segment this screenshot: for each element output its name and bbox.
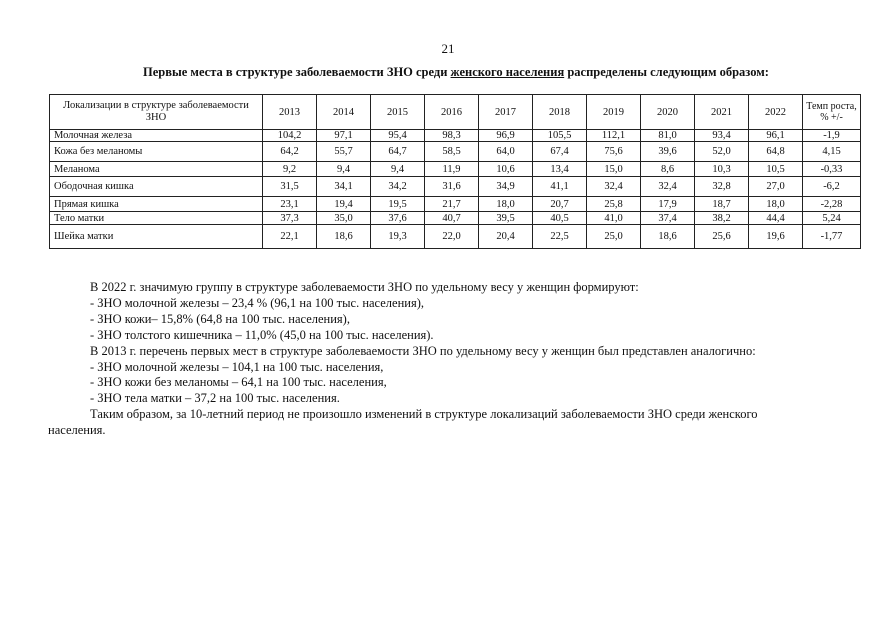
- cell-value: 34,1: [317, 177, 371, 197]
- list-item: - ЗНО толстого кишечника – 11,0% (45,0 на 100 тыс. населения).: [90, 327, 434, 342]
- cell-value: 32,8: [695, 177, 749, 197]
- cell-value: 18,6: [317, 225, 371, 249]
- cell-value: 34,2: [371, 177, 425, 197]
- header-year: 2016: [425, 95, 479, 130]
- header-growth-rate: Темп роста, % +/-: [803, 95, 861, 130]
- cell-value: 19,5: [371, 197, 425, 212]
- cell-value: 20,4: [479, 225, 533, 249]
- cell-value: 18,0: [479, 197, 533, 212]
- body-text: [48, 280, 861, 439]
- cell-rate: -6,2: [803, 177, 861, 197]
- table-row: [50, 197, 861, 212]
- row-name: Прямая кишка: [50, 197, 263, 212]
- cell-rate: 5,24: [803, 212, 861, 225]
- cell-value: 17,9: [641, 197, 695, 212]
- header-year: 2019: [587, 95, 641, 130]
- section-heading: [0, 65, 896, 80]
- cell-value: 32,4: [587, 177, 641, 197]
- cell-value: 19,4: [317, 197, 371, 212]
- heading-text-end: распределены следующим образом:: [564, 65, 769, 79]
- cell-value: 95,4: [371, 130, 425, 142]
- cell-rate: -0,33: [803, 162, 861, 177]
- cell-value: 64,8: [749, 142, 803, 162]
- cell-value: 23,1: [263, 197, 317, 212]
- header-year: 2018: [533, 95, 587, 130]
- cell-value: 44,4: [749, 212, 803, 225]
- cell-rate: 4,15: [803, 142, 861, 162]
- list-item: - ЗНО молочной железы – 23,4 % (96,1 на 100 тыс. населения),: [90, 295, 425, 310]
- cell-value: 27,0: [749, 177, 803, 197]
- cell-value: 97,1: [317, 130, 371, 142]
- cell-value: 18,7: [695, 197, 749, 212]
- cell-value: 31,6: [425, 177, 479, 197]
- cell-value: 41,0: [587, 212, 641, 225]
- cell-value: 15,0: [587, 162, 641, 177]
- cell-value: 81,0: [641, 130, 695, 142]
- row-name: Тело матки: [50, 212, 263, 225]
- cell-value: 96,9: [479, 130, 533, 142]
- list-item: - ЗНО молочной железы – 104,1 на 100 тыс. населения,: [90, 359, 384, 374]
- cell-value: 39,5: [479, 212, 533, 225]
- row-name: Молочная железа: [50, 130, 263, 142]
- cell-value: 105,5: [533, 130, 587, 142]
- cell-value: 64,2: [263, 142, 317, 162]
- paragraph-line: В 2022 г. значимую группу в структуре заболеваемости ЗНО по удельному весу у женщин формируют:: [90, 280, 639, 294]
- cell-value: 31,5: [263, 177, 317, 197]
- table-row: [50, 162, 861, 177]
- header-year: 2013: [263, 95, 317, 130]
- cell-value: 96,1: [749, 130, 803, 142]
- row-name: Кожа без меланомы: [50, 142, 263, 162]
- cell-value: 10,6: [479, 162, 533, 177]
- cell-value: 22,0: [425, 225, 479, 249]
- cell-value: 40,5: [533, 212, 587, 225]
- table-row: [50, 130, 861, 142]
- cell-value: 21,7: [425, 197, 479, 212]
- cell-value: 112,1: [587, 130, 641, 142]
- cell-rate: -2,28: [803, 197, 861, 212]
- cell-value: 58,5: [425, 142, 479, 162]
- incidence-table: [49, 94, 861, 249]
- table-row: [50, 212, 861, 225]
- cell-value: 34,9: [479, 177, 533, 197]
- cell-value: 9,2: [263, 162, 317, 177]
- cell-rate: -1,77: [803, 225, 861, 249]
- cell-value: 64,7: [371, 142, 425, 162]
- cell-value: 20,7: [533, 197, 587, 212]
- cell-value: 40,7: [425, 212, 479, 225]
- cell-value: 64,0: [479, 142, 533, 162]
- cell-value: 19,3: [371, 225, 425, 249]
- list-item: - ЗНО тела матки – 37,2 на 100 тыс. населения.: [90, 391, 340, 406]
- header-year: 2017: [479, 95, 533, 130]
- cell-rate: -1,9: [803, 130, 861, 142]
- cell-value: 22,5: [533, 225, 587, 249]
- row-name: Шейка матки: [50, 225, 263, 249]
- table-header-row: [50, 95, 861, 130]
- cell-value: 22,1: [263, 225, 317, 249]
- cell-value: 10,5: [749, 162, 803, 177]
- cell-value: 35,0: [317, 212, 371, 225]
- cell-value: 93,4: [695, 130, 749, 142]
- cell-value: 38,2: [695, 212, 749, 225]
- cell-value: 75,6: [587, 142, 641, 162]
- header-year: 2014: [317, 95, 371, 130]
- cell-value: 55,7: [317, 142, 371, 162]
- cell-value: 39,6: [641, 142, 695, 162]
- cell-value: 11,9: [425, 162, 479, 177]
- header-year: 2021: [695, 95, 749, 130]
- header-year: 2020: [641, 95, 695, 130]
- list-item: - ЗНО кожи– 15,8% (64,8 на 100 тыс. населения),: [90, 311, 350, 326]
- cell-value: 37,4: [641, 212, 695, 225]
- row-name: Ободочная кишка: [50, 177, 263, 197]
- cell-value: 37,3: [263, 212, 317, 225]
- table-row: [50, 177, 861, 197]
- cell-value: 25,6: [695, 225, 749, 249]
- cell-value: 98,3: [425, 130, 479, 142]
- cell-value: 18,6: [641, 225, 695, 249]
- cell-value: 8,6: [641, 162, 695, 177]
- cell-value: 67,4: [533, 142, 587, 162]
- header-year: 2022: [749, 95, 803, 130]
- cell-value: 104,2: [263, 130, 317, 142]
- table-row: [50, 142, 861, 162]
- page-number: 21: [441, 41, 455, 56]
- list-item: - ЗНО кожи без меланомы – 64,1 на 100 тыс. населения,: [90, 375, 387, 390]
- cell-value: 25,0: [587, 225, 641, 249]
- cell-value: 9,4: [317, 162, 371, 177]
- conclusion-paragraph: Таким образом, за 10-летний период не произошло изменений в структуре локализаций заболеваемости ЗНО среди женского: [90, 407, 758, 422]
- cell-value: 18,0: [749, 197, 803, 212]
- heading-text-start: Первые места в структуре заболеваемости ЗНО среди: [143, 65, 451, 79]
- header-year: 2015: [371, 95, 425, 130]
- header-localization: Локализации в структуре заболеваемости ЗНО: [50, 95, 263, 130]
- cell-value: 41,1: [533, 177, 587, 197]
- heading-underlined-text: женского населения: [450, 65, 565, 79]
- row-name: Меланома: [50, 162, 263, 177]
- cell-value: 32,4: [641, 177, 695, 197]
- cell-value: 9,4: [371, 162, 425, 177]
- paragraph-line: В 2013 г. перечень первых мест в структуре заболеваемости ЗНО по удельному весу у женщин был представлен аналогично:: [90, 343, 756, 358]
- cell-value: 25,8: [587, 197, 641, 212]
- cell-value: 52,0: [695, 142, 749, 162]
- cell-value: 19,6: [749, 225, 803, 249]
- table-row: [50, 225, 861, 249]
- cell-value: 37,6: [371, 212, 425, 225]
- cell-value: 13,4: [533, 162, 587, 177]
- cell-value: 10,3: [695, 162, 749, 177]
- conclusion-continuation: населения.: [48, 423, 106, 438]
